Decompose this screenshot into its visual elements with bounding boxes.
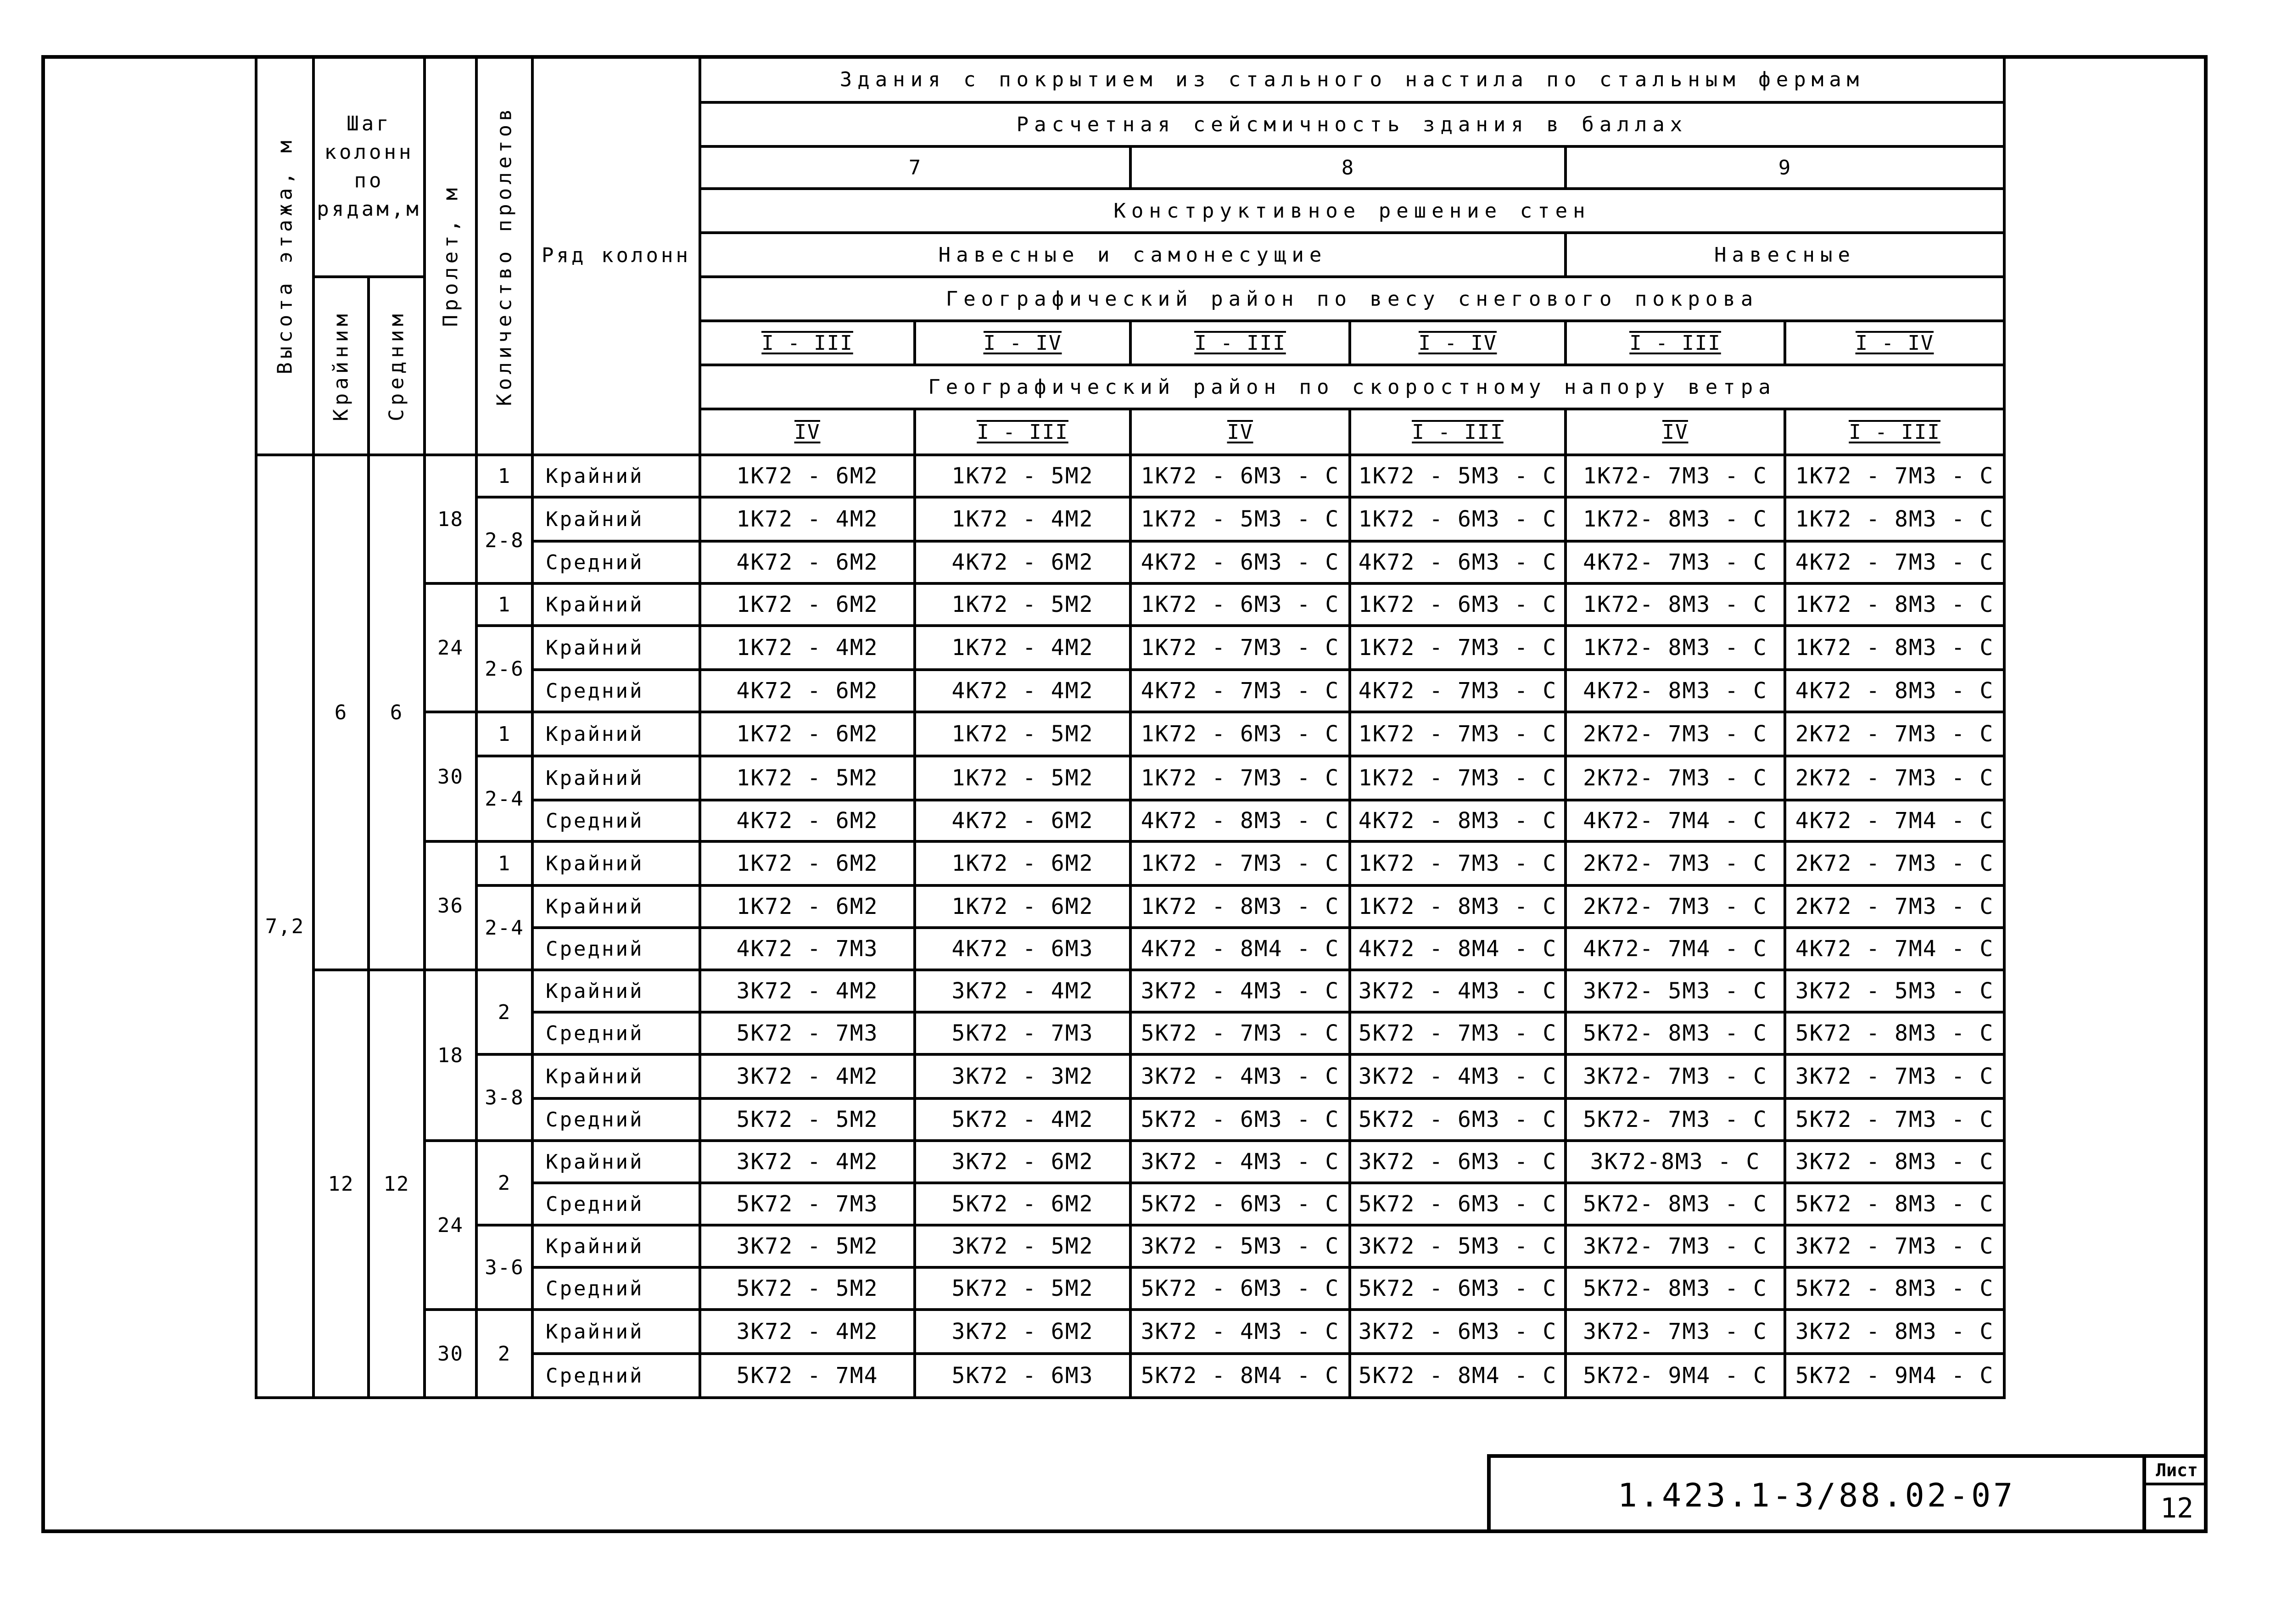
column-mark: 3К72 - 4М3 - С: [1350, 970, 1566, 1012]
column-mark: 4К72- 7М3 - С: [1566, 541, 1785, 583]
column-mark: 2К72 - 7М3 - С: [1785, 841, 2004, 885]
column-mark: 1К72 - 4М2: [700, 497, 915, 541]
wind-region: I - III: [1785, 409, 2004, 455]
column-mark: 3К72 - 5М3 - С: [1350, 1225, 1566, 1267]
column-row-label: Крайний: [532, 970, 700, 1012]
column-row-label: Крайний: [532, 1225, 700, 1267]
column-mark: 1К72 - 5М3 - С: [1350, 455, 1566, 497]
column-mark: 4К72 - 7М3 - С: [1350, 670, 1566, 712]
column-mark: 1К72 - 7М3 - С: [1350, 756, 1566, 800]
table-row: [256, 1225, 2004, 1267]
column-mark: 4К72 - 8М3 - С: [1130, 800, 1350, 841]
column-mark: 4К72 - 6М3 - С: [1350, 541, 1566, 583]
column-row-label: Средний: [532, 670, 700, 712]
column-mark: 5К72 - 6М3 - С: [1130, 1098, 1350, 1141]
column-mark: 5К72- 7М3 - С: [1566, 1098, 1785, 1141]
wall-type-hinged: Навесные: [1566, 233, 2004, 277]
column-mark: 3К72 - 6М2: [915, 1141, 1130, 1183]
span-count-value: 2-4: [476, 756, 532, 841]
column-mark: 5К72 - 7М4: [700, 1354, 915, 1398]
table-row: [256, 583, 2004, 626]
column-mark: 1К72 - 6М2: [915, 885, 1130, 928]
span-value: 24: [425, 583, 476, 712]
column-row-label: Средний: [532, 800, 700, 841]
column-mark: 2К72 - 7М3 - С: [1785, 885, 2004, 928]
column-mark: 1К72 - 5М2: [915, 756, 1130, 800]
column-mark: 3К72 - 4М3 - С: [1130, 1141, 1350, 1183]
column-mark: 1К72 - 6М2: [915, 841, 1130, 885]
seismic-level-7: 7: [700, 146, 1130, 189]
table-row: [256, 1310, 2004, 1354]
span-value: 24: [425, 1141, 476, 1310]
snow-region: I - IV: [915, 321, 1130, 365]
floor-height-value: 7,2: [256, 455, 313, 1398]
column-mark: 3К72 - 8М3 - С: [1785, 1141, 2004, 1183]
column-mark: 3К72 - 4М3 - С: [1130, 1310, 1350, 1354]
header-seismic-title: Расчетная сейсмичность здания в баллах: [700, 102, 2004, 146]
column-mark: 4К72 - 8М3 - С: [1350, 800, 1566, 841]
column-mark: 5К72 - 7М3: [915, 1012, 1130, 1054]
span-value: 30: [425, 712, 476, 841]
column-mark: 5К72 - 5М2: [700, 1267, 915, 1310]
column-mark: 1К72- 8М3 - С: [1566, 626, 1785, 670]
document-number: 1.423.1-3/88.02-07: [1617, 1477, 2016, 1514]
column-row-label: Крайний: [532, 841, 700, 885]
column-row-label: Крайний: [532, 1054, 700, 1098]
column-mark: 1К72 - 6М3 - С: [1350, 497, 1566, 541]
column-mark: 3К72 - 4М3 - С: [1130, 1054, 1350, 1098]
column-row-label: Крайний: [532, 626, 700, 670]
snow-region: I - IV: [1350, 321, 1566, 365]
column-mark: 4К72- 8М3 - С: [1566, 670, 1785, 712]
column-mark: 1К72 - 6М2: [700, 712, 915, 756]
column-mark: 5К72 - 9М4 - С: [1785, 1354, 2004, 1398]
column-mark: 3К72 - 5М2: [700, 1225, 915, 1267]
header-column-row: Ряд колонн: [532, 56, 700, 455]
column-mark: 1К72 - 5М2: [700, 756, 915, 800]
column-mark: 1К72 - 7М3 - С: [1350, 841, 1566, 885]
column-mark: 1К72 - 7М3 - С: [1350, 626, 1566, 670]
column-mark: 1К72 - 5М2: [915, 712, 1130, 756]
column-mark: 1К72 - 4М2: [915, 497, 1130, 541]
column-mark: 3К72 - 4М3 - С: [1350, 1054, 1566, 1098]
column-mark: 1К72 - 7М3 - С: [1130, 756, 1350, 800]
column-mark: 4К72 - 6М2: [700, 800, 915, 841]
column-mark: 5К72 - 7М3 - С: [1785, 1098, 2004, 1141]
column-mark: 1К72 - 4М2: [915, 626, 1130, 670]
column-mark: 4К72 - 8М4 - С: [1130, 928, 1350, 970]
wind-region: I - III: [1350, 409, 1566, 455]
span-count-value: 2: [476, 1310, 532, 1398]
header-edge-rows: Крайним: [313, 277, 369, 455]
column-mark: 1К72 - 6М2: [700, 455, 915, 497]
wind-region: IV: [1130, 409, 1350, 455]
column-mark: 4К72 - 8М4 - С: [1350, 928, 1566, 970]
sheet-label: Лист: [2146, 1458, 2208, 1485]
span-count-value: 2-8: [476, 497, 532, 583]
table-row: [256, 1054, 2004, 1098]
column-mark: 3К72- 7М3 - С: [1566, 1054, 1785, 1098]
column-row-label: Средний: [532, 1012, 700, 1054]
column-mark: 1К72 - 7М3 - С: [1130, 841, 1350, 885]
seismic-level-9: 9: [1566, 146, 2004, 189]
column-mark: 5К72 - 5М2: [915, 1267, 1130, 1310]
wind-region: IV: [1566, 409, 1785, 455]
span-count-value: 1: [476, 455, 532, 497]
column-mark: 3К72 - 6М3 - С: [1350, 1310, 1566, 1354]
column-marks-table: [255, 55, 2006, 1399]
column-mark: 3К72 - 4М2: [915, 970, 1130, 1012]
column-row-label: Средний: [532, 1354, 700, 1398]
span-count-value: 2-6: [476, 626, 532, 712]
column-mark: 3К72 - 4М3 - С: [1130, 970, 1350, 1012]
column-mark: 5К72- 8М3 - С: [1566, 1183, 1785, 1225]
snow-region: I - III: [700, 321, 915, 365]
sheet-number: 12: [2160, 1492, 2194, 1524]
column-mark: 5К72 - 7М3: [700, 1183, 915, 1225]
column-row-label: Средний: [532, 541, 700, 583]
wind-region: IV: [700, 409, 915, 455]
column-mark: 1К72 - 6М2: [700, 583, 915, 626]
column-mark: 1К72 - 8М3 - С: [1785, 497, 2004, 541]
table-row: [256, 885, 2004, 928]
column-mark: 1К72 - 6М2: [700, 841, 915, 885]
column-mark: 1К72 - 6М3 - С: [1130, 455, 1350, 497]
column-mark: 5К72 - 8М3 - С: [1785, 1267, 2004, 1310]
column-mark: 4К72 - 6М3 - С: [1130, 541, 1350, 583]
column-mark: 3К72 - 5М2: [915, 1225, 1130, 1267]
column-mark: 3К72 - 4М2: [700, 1141, 915, 1183]
step-edge-value: 12: [313, 970, 369, 1398]
column-mark: 1К72 - 6М2: [700, 885, 915, 928]
column-mark: 3К72 - 6М3 - С: [1350, 1141, 1566, 1183]
column-mark: 5К72 - 6М3: [915, 1354, 1130, 1398]
column-mark: 2К72- 7М3 - С: [1566, 712, 1785, 756]
column-mark: 2К72 - 7М3 - С: [1785, 712, 2004, 756]
column-mark: 3К72 - 7М3 - С: [1785, 1225, 2004, 1267]
header-middle-rows: Средним: [369, 277, 425, 455]
snow-region: I - III: [1130, 321, 1350, 365]
column-mark: 1К72 - 7М3 - С: [1350, 712, 1566, 756]
column-mark: 3К72 - 4М2: [700, 1310, 915, 1354]
column-row-label: Крайний: [532, 455, 700, 497]
column-mark: 4К72 - 6М2: [915, 800, 1130, 841]
span-count-value: 1: [476, 841, 532, 885]
column-mark: 1К72 - 7М3 - С: [1785, 455, 2004, 497]
column-row-label: Крайний: [532, 885, 700, 928]
table-row: [256, 455, 2004, 497]
column-mark: 1К72 - 8М3 - С: [1785, 583, 2004, 626]
column-mark: 5К72 - 6М3 - С: [1130, 1183, 1350, 1225]
column-mark: 3К72 - 8М3 - С: [1785, 1310, 2004, 1354]
header-snow-title: Географический район по весу снегового покрова: [700, 277, 2004, 321]
column-mark: 5К72 - 6М3 - С: [1350, 1267, 1566, 1310]
column-row-label: Крайний: [532, 756, 700, 800]
column-mark: 1К72 - 5М2: [915, 583, 1130, 626]
snow-region: I - IV: [1785, 321, 2004, 365]
column-mark: 5К72 - 7М3 - С: [1350, 1012, 1566, 1054]
column-mark: 5К72 - 8М4 - С: [1130, 1354, 1350, 1398]
column-mark: 1К72 - 8М3 - С: [1785, 626, 2004, 670]
column-mark: 3К72-8М3 - С: [1566, 1141, 1785, 1183]
wall-type-self-supporting: Навесные и самонесущие: [700, 233, 1566, 277]
column-mark: 1К72- 8М3 - С: [1566, 583, 1785, 626]
column-mark: 4К72 - 7М3 - С: [1785, 541, 2004, 583]
column-row-label: Средний: [532, 1098, 700, 1141]
column-mark: 1К72- 7М3 - С: [1566, 455, 1785, 497]
column-mark: 5К72 - 7М3: [700, 1012, 915, 1054]
column-mark: 4К72 - 7М4 - С: [1785, 928, 2004, 970]
column-row-label: Крайний: [532, 497, 700, 541]
span-count-value: 1: [476, 583, 532, 626]
column-mark: 1К72 - 7М3 - С: [1130, 626, 1350, 670]
column-mark: 3К72 - 4М2: [700, 1054, 915, 1098]
span-value: 30: [425, 1310, 476, 1398]
column-mark: 1К72 - 5М3 - С: [1130, 497, 1350, 541]
span-count-value: 3-8: [476, 1054, 532, 1141]
column-mark: 4К72 - 6М3: [915, 928, 1130, 970]
table-row: [256, 841, 2004, 885]
step-middle-value: 6: [369, 455, 425, 970]
header-span: Пролет, м: [425, 56, 476, 455]
wind-region: I - III: [915, 409, 1130, 455]
column-mark: 4К72 - 6М2: [915, 541, 1130, 583]
column-mark: 2К72- 7М3 - С: [1566, 756, 1785, 800]
column-mark: 4К72 - 7М3 - С: [1130, 670, 1350, 712]
column-mark: 3К72 - 6М2: [915, 1310, 1130, 1354]
header-building-title: Здания с покрытием из стального настила по стальным фермам: [700, 56, 2004, 102]
seismic-level-8: 8: [1130, 146, 1566, 189]
column-mark: 2К72- 7М3 - С: [1566, 841, 1785, 885]
column-mark: 5К72- 9М4 - С: [1566, 1354, 1785, 1398]
table-row: [256, 712, 2004, 756]
column-mark: 3К72 - 4М2: [700, 970, 915, 1012]
column-mark: 5К72- 8М3 - С: [1566, 1012, 1785, 1054]
column-mark: 4К72 - 4М2: [915, 670, 1130, 712]
column-mark: 3К72- 7М3 - С: [1566, 1225, 1785, 1267]
column-mark: 5К72 - 5М2: [700, 1098, 915, 1141]
column-mark: 3К72 - 5М3 - С: [1130, 1225, 1350, 1267]
column-row-label: Средний: [532, 1183, 700, 1225]
span-value: 36: [425, 841, 476, 970]
column-mark: 4К72- 7М4 - С: [1566, 800, 1785, 841]
column-mark: 2К72- 7М3 - С: [1566, 885, 1785, 928]
step-edge-value: 6: [313, 455, 369, 970]
span-count-value: 3-6: [476, 1225, 532, 1310]
span-count-value: 1: [476, 712, 532, 756]
table-row: [256, 970, 2004, 1012]
column-mark: 4К72 - 6М2: [700, 670, 915, 712]
header-column-step: Шаг колонн по рядам,м: [313, 56, 425, 277]
span-count-value: 2: [476, 1141, 532, 1225]
column-mark: 1К72 - 5М2: [915, 455, 1130, 497]
column-mark: 4К72 - 8М3 - С: [1785, 670, 2004, 712]
table-row: [256, 756, 2004, 800]
column-mark: 5К72 - 6М3 - С: [1350, 1183, 1566, 1225]
column-row-label: Крайний: [532, 583, 700, 626]
column-mark: 1К72 - 8М3 - С: [1130, 885, 1350, 928]
column-mark: 5К72 - 6М3 - С: [1130, 1267, 1350, 1310]
column-mark: 3К72 - 5М3 - С: [1785, 970, 2004, 1012]
column-mark: 1К72 - 4М2: [700, 626, 915, 670]
column-mark: 3К72- 7М3 - С: [1566, 1310, 1785, 1354]
column-mark: 5К72 - 6М3 - С: [1350, 1098, 1566, 1141]
header-wall-title: Конструктивное решение стен: [700, 189, 2004, 233]
title-block: [1487, 1454, 2208, 1533]
column-mark: 1К72 - 6М3 - С: [1130, 583, 1350, 626]
column-mark: 3К72- 5М3 - С: [1566, 970, 1785, 1012]
column-mark: 5К72 - 6М2: [915, 1183, 1130, 1225]
table-row: [256, 626, 2004, 670]
column-mark: 4К72 - 7М3: [700, 928, 915, 970]
column-mark: 2К72 - 7М3 - С: [1785, 756, 2004, 800]
span-value: 18: [425, 455, 476, 583]
step-middle-value: 12: [369, 970, 425, 1398]
column-row-label: Средний: [532, 1267, 700, 1310]
span-value: 18: [425, 970, 476, 1141]
column-row-label: Крайний: [532, 1141, 700, 1183]
column-mark: 5К72 - 4М2: [915, 1098, 1130, 1141]
table-row: [256, 497, 2004, 541]
span-count-value: 2-4: [476, 885, 532, 970]
column-mark: 3К72 - 3М2: [915, 1054, 1130, 1098]
column-row-label: Крайний: [532, 712, 700, 756]
header-floor-height: Высота этажа, м: [256, 56, 313, 455]
column-mark: 5К72- 8М3 - С: [1566, 1267, 1785, 1310]
column-mark: 1К72 - 6М3 - С: [1130, 712, 1350, 756]
column-mark: 5К72 - 7М3 - С: [1130, 1012, 1350, 1054]
column-mark: 5К72 - 8М3 - С: [1785, 1012, 2004, 1054]
column-mark: 1К72 - 8М3 - С: [1350, 885, 1566, 928]
column-mark: 5К72 - 8М3 - С: [1785, 1183, 2004, 1225]
column-mark: 1К72- 8М3 - С: [1566, 497, 1785, 541]
column-row-label: Крайний: [532, 1310, 700, 1354]
header-span-count: Количество пролетов: [476, 56, 532, 455]
column-mark: 1К72 - 6М3 - С: [1350, 583, 1566, 626]
snow-region: I - III: [1566, 321, 1785, 365]
column-mark: 4К72 - 6М2: [700, 541, 915, 583]
column-mark: 5К72 - 8М4 - С: [1350, 1354, 1566, 1398]
span-count-value: 2: [476, 970, 532, 1054]
header-wind-title: Географический район по скоростному напору ветра: [700, 365, 2004, 409]
table-row: [256, 1141, 2004, 1183]
column-row-label: Средний: [532, 928, 700, 970]
column-mark: 4К72 - 7М4 - С: [1785, 800, 2004, 841]
column-mark: 3К72 - 7М3 - С: [1785, 1054, 2004, 1098]
sheet-box: [2142, 1458, 2208, 1533]
column-mark: 4К72- 7М4 - С: [1566, 928, 1785, 970]
